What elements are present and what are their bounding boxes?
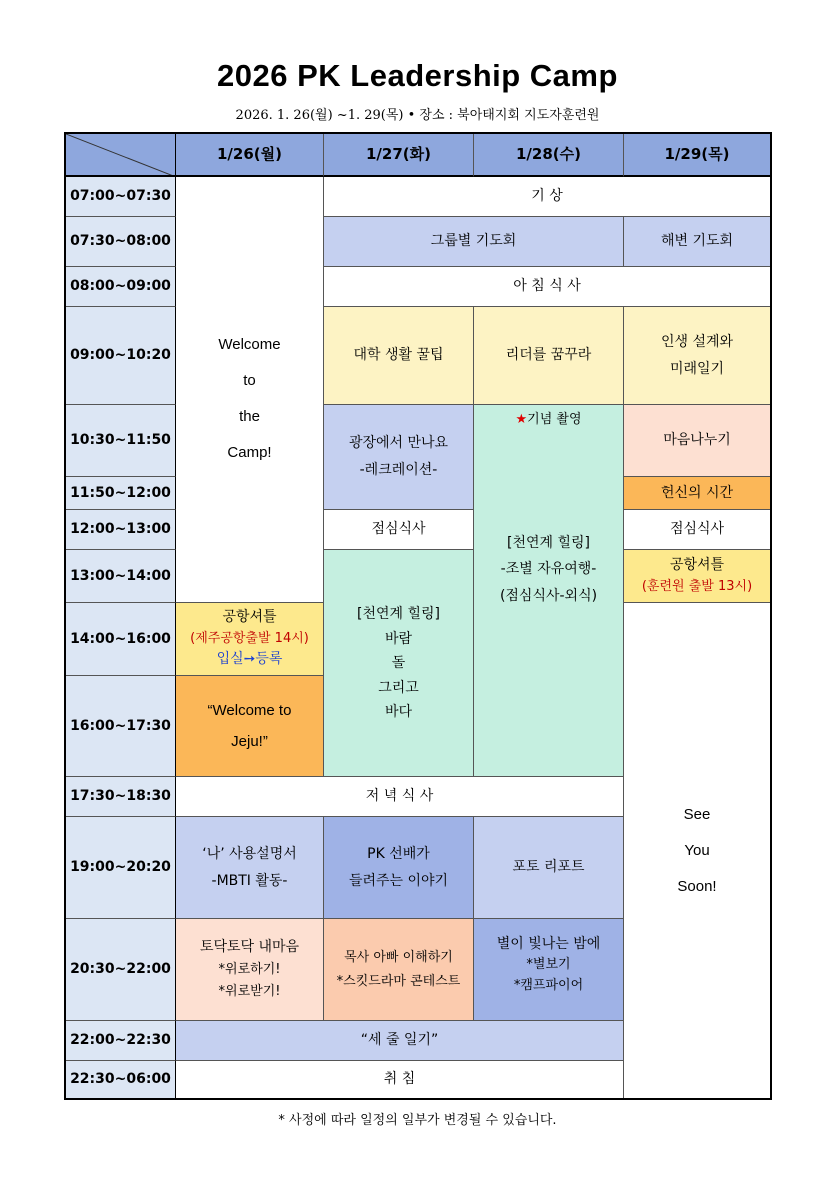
- event-breakfast: 아 침 식 사: [324, 267, 770, 307]
- event-group-prayer: 그룹별 기도회: [324, 217, 624, 267]
- time-slot: 22:30~06:00: [66, 1061, 176, 1098]
- time-slot: 17:30~18:30: [66, 777, 176, 817]
- event-airport-shuttle-29: 공항셔틀 (훈련원 출발 13시): [624, 550, 770, 603]
- page-title: 2026 PK Leadership Camp: [217, 58, 618, 93]
- time-slot: 07:30~08:00: [66, 217, 176, 267]
- schedule-table: [64, 132, 772, 1100]
- event-nature-healing-27: [천연계 힐링] 바람 돌 그리고 바다: [324, 550, 474, 777]
- day-header-3: 1/28(수): [474, 134, 624, 177]
- time-slot: 10:30~11:50: [66, 405, 176, 477]
- star-icon: ★: [515, 412, 528, 427]
- time-slot: 20:30~22:00: [66, 919, 176, 1021]
- event-journal: “세 줄 일기”: [176, 1021, 624, 1061]
- event-wake-up: 기 상: [324, 177, 770, 217]
- time-slot: 13:00~14:00: [66, 550, 176, 603]
- event-dinner: 저 녁 식 사: [176, 777, 624, 817]
- time-slot: 12:00~13:00: [66, 510, 176, 550]
- time-slot: 11:50~12:00: [66, 477, 176, 510]
- event-plaza-recreation: 광장에서 만나요 -레크레이션-: [324, 405, 474, 510]
- event-college-tips: 대학 생활 꿀팁: [324, 307, 474, 405]
- event-pastor-dad: 목사 아빠 이해하기 *스킷드라마 콘테스트: [324, 919, 474, 1021]
- event-nature-healing-28: ★기념 촬영 [천연계 힐링] -조별 자유여행- (점심식사-외식): [474, 405, 624, 777]
- event-welcome-camp: Welcome to the Camp!: [176, 177, 324, 603]
- time-slot: 08:00~09:00: [66, 267, 176, 307]
- time-slot: 22:00~22:30: [66, 1021, 176, 1061]
- time-slot: 09:00~10:20: [66, 307, 176, 405]
- event-comfort: 토닥토닥 내마음 *위로하기! *위로받기!: [176, 919, 324, 1021]
- time-slot: 14:00~16:00: [66, 603, 176, 676]
- event-dream-leader: 리더를 꿈꾸라: [474, 307, 624, 405]
- footnote: * 사정에 따라 일정의 일부가 변경될 수 있습니다.: [278, 1113, 557, 1128]
- event-beach-prayer: 해변 기도회: [624, 217, 770, 267]
- corner-cell: [66, 134, 176, 177]
- time-slot: 07:00~07:30: [66, 177, 176, 217]
- diagonal-line: [66, 134, 176, 177]
- event-heart-share: 마음나누기: [624, 405, 770, 477]
- event-photo-report: 포토 리포트: [474, 817, 624, 919]
- event-see-you-soon: See You Soon!: [624, 603, 770, 1098]
- photo-label: 기념 촬영: [527, 412, 582, 427]
- page-subtitle: 2026. 1. 26(월) ~1. 29(목) • 장소 : 북아태지회 지도자훈련원: [235, 108, 600, 123]
- day-header-1: 1/26(월): [176, 134, 324, 177]
- event-welcome-jeju: “Welcome to Jeju!”: [176, 676, 324, 777]
- event-mbti: ‘나’ 사용설명서 -MBTI 활동-: [176, 817, 324, 919]
- event-lunch-29: 점심식사: [624, 510, 770, 550]
- event-lunch-27: 점심식사: [324, 510, 474, 550]
- day-header-2: 1/27(화): [324, 134, 474, 177]
- time-slot: 16:00~17:30: [66, 676, 176, 777]
- event-star-night: 별이 빛나는 밤에 *별보기 *캠프파이어: [474, 919, 624, 1021]
- day-header-4: 1/29(목): [624, 134, 770, 177]
- time-slot: 19:00~20:20: [66, 817, 176, 919]
- event-life-design: 인생 설계와 미래일기: [624, 307, 770, 405]
- event-senior-story: PK 선배가 들려주는 이야기: [324, 817, 474, 919]
- event-airport-shuttle-26: 공항셔틀 (제주공항출발 14시) 입실➙등록: [176, 603, 324, 676]
- event-dedication: 헌신의 시간: [624, 477, 770, 510]
- event-sleep: 취 침: [176, 1061, 624, 1098]
